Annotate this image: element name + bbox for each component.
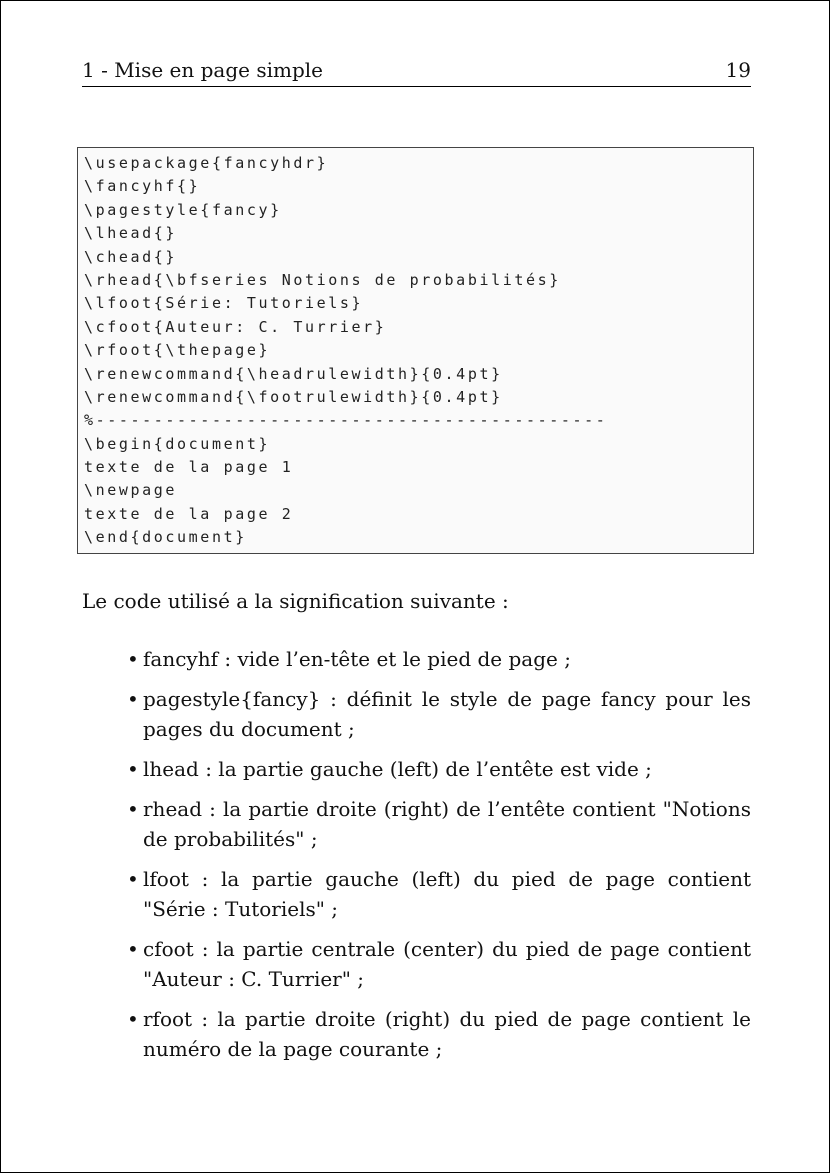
code-line: \chead{}	[84, 247, 178, 266]
list-item-text: fancyhf : vide l’en-tête et le pied de page ;	[143, 647, 571, 671]
bullet-icon: •	[127, 797, 139, 821]
code-listing	[77, 147, 754, 554]
code-line: \newpage	[84, 481, 178, 500]
code-line: \end{document}	[84, 528, 247, 547]
list-item	[127, 754, 751, 784]
explanation-list	[127, 644, 751, 1074]
code-line: \renewcommand{\headrulewidth}{0.4pt}	[84, 364, 503, 383]
list-item	[127, 794, 751, 854]
running-header	[82, 57, 751, 87]
code-line: \pagestyle{fancy}	[84, 200, 282, 219]
chapter-title: 1 - Mise en page simple	[82, 58, 323, 82]
list-item	[127, 644, 751, 674]
intro-paragraph: Le code utilisé a la signification suivante :	[82, 589, 509, 613]
code-line: \usepackage{fancyhdr}	[84, 154, 329, 172]
code-line: texte de la page 2	[84, 504, 294, 523]
list-item	[127, 864, 751, 924]
list-item	[127, 1004, 751, 1064]
page-number: 19	[725, 58, 751, 82]
bullet-icon: •	[127, 937, 139, 961]
code-line: %--------------------------------------------	[84, 411, 608, 430]
list-item-text: cfoot : la partie centrale (center) du pied de page contient "Auteur : C. Turrier" ;	[143, 937, 751, 991]
list-item	[127, 684, 751, 744]
list-item	[127, 934, 751, 994]
code-line: \lhead{}	[84, 224, 178, 243]
bullet-icon: •	[127, 647, 139, 671]
code-line: \renewcommand{\footrulewidth}{0.4pt}	[84, 387, 503, 406]
code-line: \lfoot{Série: Tutoriels}	[84, 294, 364, 313]
code-line: \fancyhf{}	[84, 177, 201, 196]
code-line: \rhead{\bfseries Notions de probabilités}	[84, 270, 561, 289]
list-item-text: rhead : la partie droite (right) de l’entête contient "Notions de probabilités" ;	[143, 797, 751, 851]
list-item-text: lhead : la partie gauche (left) de l’entête est vide ;	[143, 757, 652, 781]
bullet-icon: •	[127, 1007, 139, 1031]
bullet-icon: •	[127, 867, 139, 891]
list-item-text: lfoot : la partie gauche (left) du pied de page contient "Série : Tutoriels" ;	[143, 867, 751, 921]
list-item-text: pagestyle{fancy} : définit le style de page fancy pour les pages du document ;	[143, 687, 751, 741]
list-item-text: rfoot : la partie droite (right) du pied de page contient le numéro de la page courante ;	[143, 1007, 751, 1061]
bullet-icon: •	[127, 757, 139, 781]
code-line: texte de la page 1	[84, 458, 294, 477]
code-line: \begin{document}	[84, 434, 271, 453]
code-line: \rfoot{\thepage}	[84, 341, 271, 360]
code-line: \cfoot{Auteur: C. Turrier}	[84, 317, 387, 336]
bullet-icon: •	[127, 687, 139, 711]
